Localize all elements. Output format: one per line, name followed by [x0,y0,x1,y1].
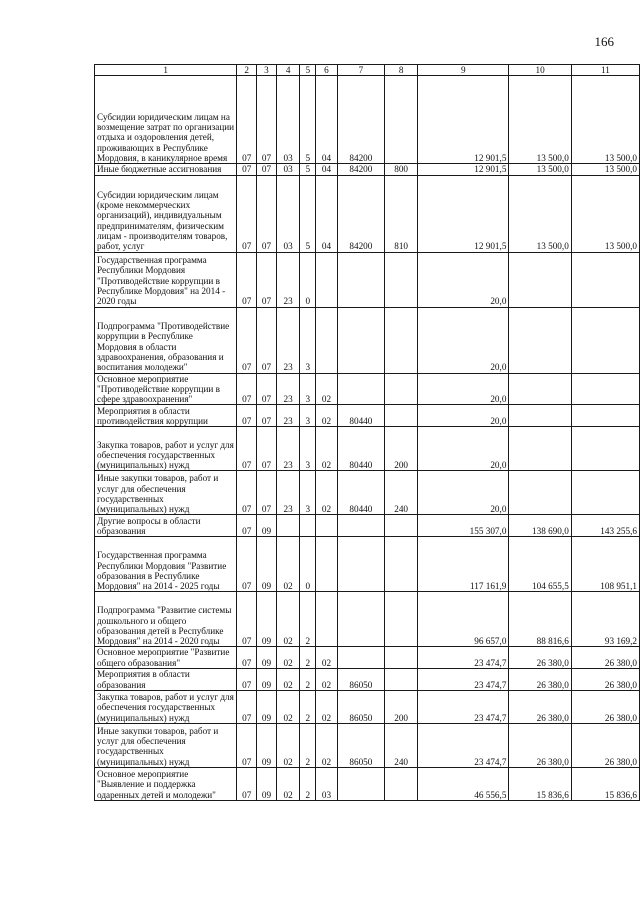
row-name: Основное мероприятие "Развитие общего образования" [95,647,237,669]
subsection-code: 09 [257,515,277,537]
event-code: 02 [316,427,338,471]
direction-code: 84200 [337,175,384,252]
table-row [95,252,640,307]
amount-col-11: 13 500,0 [571,164,639,175]
event-code [316,537,338,592]
page-number: 166 [594,34,614,49]
amount-col-9: 23 474,7 [418,724,509,768]
program-code: 02 [276,669,300,691]
program-code: 23 [276,307,300,373]
row-name: Мероприятия в области противодействия коррупции [95,405,237,427]
row-name: Основное мероприятие "Противодействие коррупции в сфере здравоохранения" [95,373,237,405]
event-code: 02 [316,405,338,427]
amount-col-9: 20,0 [418,252,509,307]
subprogram-code: 3 [300,471,316,515]
subsection-code: 07 [257,405,277,427]
amount-col-9: 46 556,5 [418,768,509,801]
column-header: 5 [300,65,316,76]
section-code: 07 [237,252,257,307]
amount-col-9: 20,0 [418,427,509,471]
amount-col-9: 23 474,7 [418,669,509,691]
direction-code: 80440 [337,427,384,471]
direction-code: 80440 [337,471,384,515]
event-code [316,252,338,307]
table-row [95,427,640,471]
table-row [95,669,640,691]
amount-col-11: 13 500,0 [571,76,639,164]
row-name: Государственная программа Республики Мордовия "Противодействие коррупции в Республике Мордовия" на 2014 - 2020 годы [95,252,237,307]
section-code: 07 [237,164,257,175]
amount-col-9: 12 901,5 [418,76,509,164]
amount-col-9: 23 474,7 [418,647,509,669]
event-code: 04 [316,175,338,252]
row-name: Другие вопросы в области образования [95,515,237,537]
expense-type-code: 240 [384,724,417,768]
expense-type-code [384,669,417,691]
expense-type-code [384,537,417,592]
column-header: 1 [95,65,237,76]
subprogram-code: 3 [300,427,316,471]
direction-code: 86050 [337,691,384,724]
amount-col-11: 26 380,0 [571,691,639,724]
row-name: Государственная программа Республики Мордовия "Развитие образования в Республике Мордовия" на 2014 - 2025 годы [95,537,237,592]
subprogram-code: 2 [300,691,316,724]
amount-col-11 [571,373,639,405]
direction-code: 86050 [337,669,384,691]
section-code: 07 [237,427,257,471]
expense-type-code [384,592,417,647]
amount-col-10: 13 500,0 [509,175,571,252]
subsection-code: 07 [257,471,277,515]
amount-col-10: 15 836,6 [509,768,571,801]
subsection-code: 07 [257,307,277,373]
direction-code: 84200 [337,164,384,175]
amount-col-10 [509,307,571,373]
subprogram-code: 5 [300,164,316,175]
table-row [95,175,640,252]
section-code: 07 [237,471,257,515]
subsection-code: 07 [257,164,277,175]
expense-type-code [384,252,417,307]
program-code: 03 [276,76,300,164]
amount-col-10 [509,252,571,307]
direction-code: 84200 [337,76,384,164]
amount-col-10: 138 690,0 [509,515,571,537]
section-code: 07 [237,307,257,373]
event-code: 03 [316,768,338,801]
amount-col-9: 23 474,7 [418,691,509,724]
table-row [95,405,640,427]
subprogram-code: 5 [300,175,316,252]
section-code: 07 [237,724,257,768]
program-code: 23 [276,373,300,405]
subprogram-code: 2 [300,592,316,647]
subprogram-code: 2 [300,768,316,801]
amount-col-9: 20,0 [418,307,509,373]
table-row [95,307,640,373]
subprogram-code: 3 [300,307,316,373]
program-code: 23 [276,252,300,307]
amount-col-11 [571,252,639,307]
row-name: Иные закупки товаров, работ и услуг для обеспечения государственных (муниципальных) нужд [95,471,237,515]
amount-col-9: 96 657,0 [418,592,509,647]
column-header: 7 [337,65,384,76]
amount-col-9: 20,0 [418,373,509,405]
expense-type-code: 200 [384,427,417,471]
direction-code [337,252,384,307]
subsection-code: 09 [257,691,277,724]
column-header: 9 [418,65,509,76]
subsection-code: 07 [257,373,277,405]
amount-col-11: 143 255,6 [571,515,639,537]
subsection-code: 09 [257,768,277,801]
direction-code: 86050 [337,724,384,768]
column-header: 2 [237,65,257,76]
expense-type-code [384,76,417,164]
amount-col-11 [571,307,639,373]
direction-code [337,307,384,373]
amount-col-9: 117 161,9 [418,537,509,592]
subprogram-code: 3 [300,373,316,405]
amount-col-10: 13 500,0 [509,76,571,164]
section-code: 07 [237,768,257,801]
amount-col-10 [509,405,571,427]
section-code: 07 [237,515,257,537]
expense-type-code [384,373,417,405]
amount-col-11: 108 951,1 [571,537,639,592]
subsection-code: 07 [257,175,277,252]
column-header: 6 [316,65,338,76]
expense-type-code: 800 [384,164,417,175]
event-code [316,515,338,537]
row-name: Субсидии юридическим лицам на возмещение затрат по организации отдыха и оздоровления детей, проживающих в Республике Мордовия, в каникулярное время [95,76,237,164]
section-code: 07 [237,691,257,724]
budget-table [94,64,640,801]
expense-type-code: 240 [384,471,417,515]
subsection-code: 09 [257,669,277,691]
expense-type-code: 810 [384,175,417,252]
subprogram-code: 2 [300,724,316,768]
amount-col-10: 88 816,6 [509,592,571,647]
amount-col-10: 26 380,0 [509,691,571,724]
table-row [95,724,640,768]
amount-col-10: 13 500,0 [509,164,571,175]
column-header: 3 [257,65,277,76]
event-code: 02 [316,647,338,669]
row-name: Иные закупки товаров, работ и услуг для обеспечения государственных (муниципальных) нужд [95,724,237,768]
amount-col-9: 12 901,5 [418,164,509,175]
subprogram-code: 2 [300,647,316,669]
table-row [95,164,640,175]
event-code: 04 [316,164,338,175]
amount-col-10: 26 380,0 [509,647,571,669]
row-name: Иные бюджетные ассигнования [95,164,237,175]
column-header: 8 [384,65,417,76]
program-code: 02 [276,537,300,592]
row-name: Подпрограмма "Противодействие коррупции в Республике Мордовия в области здравоохранения, образования и воспитания молодежи" [95,307,237,373]
row-name: Закупка товаров, работ и услуг для обеспечения государственных (муниципальных) нужд [95,691,237,724]
section-code: 07 [237,175,257,252]
row-name: Закупка товаров, работ и услуг для обеспечения государственных (муниципальных) нужд [95,427,237,471]
subprogram-code: 2 [300,669,316,691]
direction-code [337,768,384,801]
event-code: 02 [316,724,338,768]
direction-code [337,592,384,647]
expense-type-code [384,647,417,669]
amount-col-10: 26 380,0 [509,724,571,768]
expense-type-code [384,307,417,373]
event-code: 02 [316,471,338,515]
amount-col-11 [571,405,639,427]
subprogram-code: 0 [300,537,316,592]
program-code: 02 [276,592,300,647]
program-code: 03 [276,175,300,252]
section-code: 07 [237,373,257,405]
subsection-code: 07 [257,76,277,164]
column-header: 10 [509,65,571,76]
table-row [95,768,640,801]
table-row [95,537,640,592]
event-code [316,307,338,373]
direction-code [337,647,384,669]
column-header: 4 [276,65,300,76]
section-code: 07 [237,669,257,691]
event-code [316,592,338,647]
table-row [95,515,640,537]
program-code: 23 [276,471,300,515]
amount-col-10 [509,427,571,471]
row-name: Мероприятия в области образования [95,669,237,691]
expense-type-code [384,515,417,537]
program-code: 23 [276,427,300,471]
subprogram-code: 0 [300,252,316,307]
amount-col-11: 26 380,0 [571,724,639,768]
subsection-code: 09 [257,647,277,669]
event-code: 04 [316,76,338,164]
program-code: 02 [276,691,300,724]
amount-col-11: 13 500,0 [571,175,639,252]
amount-col-11: 93 169,2 [571,592,639,647]
table-header-row [95,65,640,76]
direction-code [337,515,384,537]
amount-col-11: 26 380,0 [571,647,639,669]
table-row [95,373,640,405]
subsection-code: 09 [257,537,277,592]
subprogram-code: 3 [300,405,316,427]
section-code: 07 [237,76,257,164]
amount-col-9: 155 307,0 [418,515,509,537]
section-code: 07 [237,647,257,669]
amount-col-10 [509,373,571,405]
amount-col-11 [571,427,639,471]
section-code: 07 [237,405,257,427]
expense-type-code [384,768,417,801]
event-code: 02 [316,373,338,405]
program-code: 02 [276,768,300,801]
row-name: Субсидии юридическим лицам (кроме некоммерческих организаций), индивидуальным предпринимателям, физическим лицам - производителям товаров, работ, услуг [95,175,237,252]
subsection-code: 09 [257,724,277,768]
event-code: 02 [316,691,338,724]
direction-code [337,373,384,405]
table-row [95,691,640,724]
amount-col-9: 12 901,5 [418,175,509,252]
program-code: 02 [276,724,300,768]
expense-type-code [384,405,417,427]
table-row [95,471,640,515]
amount-col-10 [509,471,571,515]
table-row [95,647,640,669]
subsection-code: 09 [257,592,277,647]
table-row [95,592,640,647]
program-code: 03 [276,164,300,175]
program-code: 23 [276,405,300,427]
subsection-code: 07 [257,427,277,471]
subprogram-code: 5 [300,76,316,164]
direction-code: 80440 [337,405,384,427]
amount-col-9: 20,0 [418,405,509,427]
expense-type-code: 200 [384,691,417,724]
direction-code [337,537,384,592]
row-name: Подпрограмма "Развитие системы дошкольного и общего образования детей в Республике Мордовия" на 2014 - 2020 годы [95,592,237,647]
amount-col-10: 26 380,0 [509,669,571,691]
column-header: 11 [571,65,639,76]
subsection-code: 07 [257,252,277,307]
amount-col-10: 104 655,5 [509,537,571,592]
section-code: 07 [237,592,257,647]
amount-col-11 [571,471,639,515]
amount-col-11: 15 836,6 [571,768,639,801]
program-code: 02 [276,647,300,669]
section-code: 07 [237,537,257,592]
table-row [95,76,640,164]
program-code [276,515,300,537]
row-name: Основное мероприятие "Выявление и поддержка одаренных детей и молодежи" [95,768,237,801]
amount-col-9: 20,0 [418,471,509,515]
event-code: 02 [316,669,338,691]
subprogram-code [300,515,316,537]
amount-col-11: 26 380,0 [571,669,639,691]
